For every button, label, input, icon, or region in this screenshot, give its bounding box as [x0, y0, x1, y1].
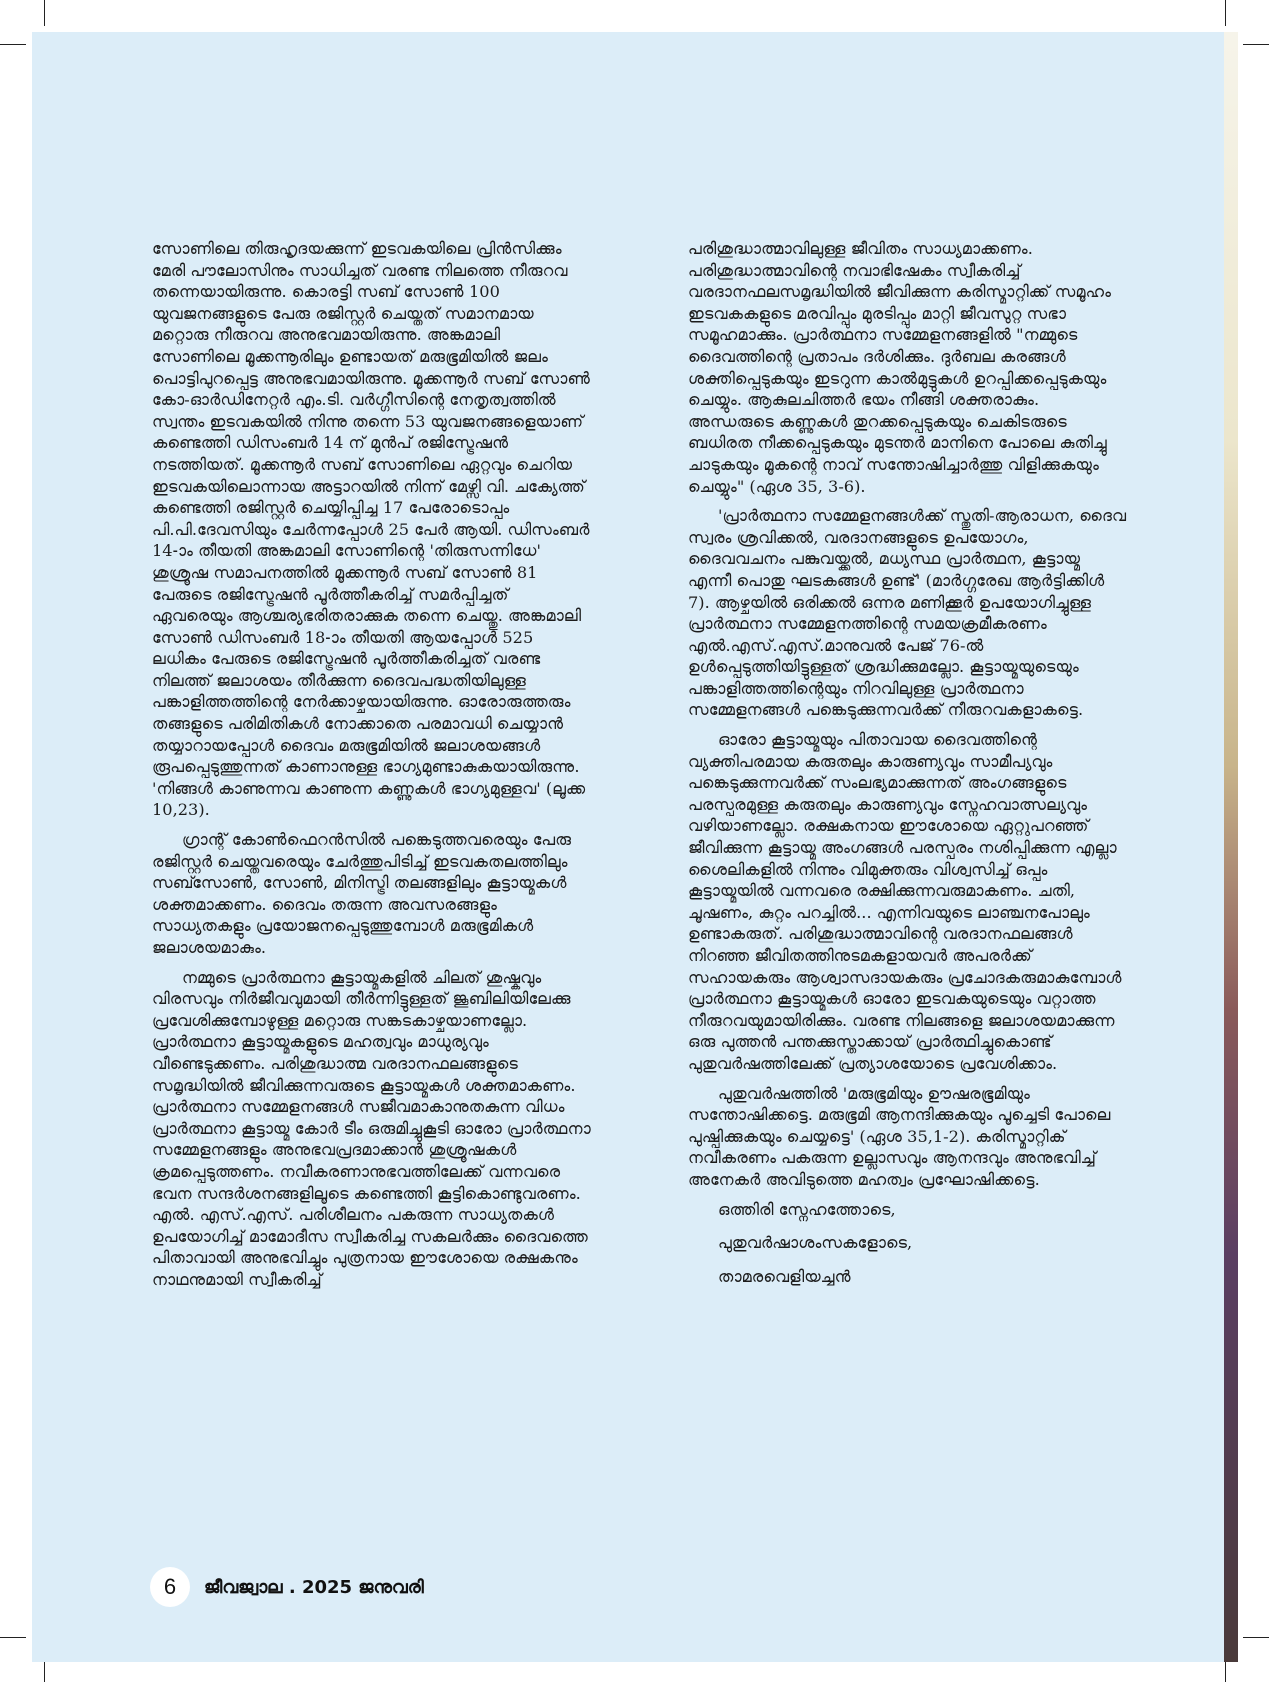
article-right-column — [688, 238, 1128, 1299]
author-signature: താമരവെളിയച്ചൻ — [718, 1266, 851, 1286]
page-footer — [150, 1567, 424, 1607]
page-number: 6 — [150, 1567, 190, 1607]
crop-mark — [1225, 0, 1226, 26]
paragraph: പരിശുദ്ധാത്മാവിലുള്ള ജീവിതം സാധ്യമാക്കണം. പരിശുദ്ധാത്മാവിന്റെ നവാഭിഷേകം സ്വീകരിച്ച് വരദാനഫലസമൃദ്ധിയിൽ ജീവിക്കുന്ന കരിസ്മാറ്റിക്ക് സമൂഹം ഇടവകകളുടെ മരവിപ്പും മുരടിപ്പും മാറ്റി ജീവസുറ്റ സഭാ സമൂഹമാക്കും. പ്രാർത്ഥനാ സമ്മേളനങ്ങളിൽ "നമ്മുടെ ദൈവത്തിന്റെ പ്രതാപം ദർശിക്കും. ദുർബല കരങ്ങൾ ശക്തിപ്പെടുകയും ഇടറുന്ന കാൽമുട്ടുകൾ ഉറപ്പിക്കപ്പെടുകയും ചെയ്യും. ആകുലചിത്തർ ഭയം നീങ്ങി ശക്തരാകും. അന്ധരുടെ കണ്ണുകൾ തുറക്കപ്പെടുകയും ചെകിടരുടെ ബധിരത നീക്കപ്പെടുകയും മുടന്തർ മാനിനെ പോലെ കുതിച്ചു ചാടുകയും മൂകന്റെ നാവ് സന്തോഷിച്ചാർത്തു വിളിക്കുകയും ചെയ്യും" (ഏശ 35, 3-6). — [688, 239, 1111, 496]
paragraph: 'പ്രാർത്ഥനാ സമ്മേളനങ്ങൾക്ക് സ്തുതി-ആരാധന, ദൈവ സ്വരം ശ്രവിക്കൽ, വരദാനങ്ങളുടെ ഉപയോഗം, ദൈവവചനം പങ്കുവയ്ക്കൽ, മധ്യസ്ഥ പ്രാർത്ഥന, കൂട്ടായ്മ എന്നീ പൊതു ഘടകങ്ങൾ ഉണ്ട്' (മാർഗ്ഗരേഖ ആർട്ടിക്കിൾ 7). ആഴ്ചയിൽ ഒരിക്കൽ ഒന്നര മണിക്കൂർ ഉപയോഗിച്ചുള്ള പ്രാർത്ഥനാ സമ്മേളനത്തിന്റെ സമയക്രമീകരണം എൽ.എസ്.എസ്.മാനുവൽ പേജ് 76-ൽ ഉൾപ്പെടുത്തിയിട്ടുള്ളത് ശ്രദ്ധിക്കുമല്ലോ. കൂട്ടായ്മയുടെയും പങ്കാളിത്തത്തിന്റെയും നിറവിലുള്ള പ്രാർത്ഥനാ സമ്മേളനങ്ങൾ പങ്കെടുക്കുന്നവർക്ക് നീരുറവകളാകട്ടെ. — [688, 506, 1127, 720]
crop-mark — [1243, 44, 1269, 45]
crop-mark — [1243, 1637, 1269, 1638]
paragraph: ഗ്രാന്റ് കോൺഫെറൻസിൽ പങ്കെടുത്തവരെയും പേരു രജിസ്റ്റർ ചെയ്തവരെയും ചേർത്തുപിടിച്ച് ഇടവകതലത്തിലും സബ്സോൺ, സോൺ, മിനിസ്ട്രി തലങ്ങളിലും കൂട്ടായ്മകൾ ശക്തമാക്കണം. ദൈവം തരുന്ന അവസരങ്ങളും സാധ്യതകളും പ്രയോജനപ്പെടുത്തുമ്പോൾ മരുഭൂമികൾ ജലാശയമാകും. — [152, 830, 572, 957]
crop-mark — [0, 1637, 26, 1638]
paragraph: ഓരോ കൂട്ടായ്മയും പിതാവായ ദൈവത്തിന്റെ വ്യക്തിപരമായ കരുതലും കാരുണ്യവും സാമീപ്യവും പങ്കെടുക്കുന്നവർക്ക് സംലഭ്യമാക്കുന്നത് അംഗങ്ങളുടെ പരസ്പരമുള്ള കരുതലും കാരുണ്യവും സ്നേഹവാത്സല്യവും വഴിയാണല്ലോ. രക്ഷകനായ ഈശോയെ ഏറ്റുപറഞ്ഞ് ജീവിക്കുന്ന കൂട്ടായ്മ അംഗങ്ങൾ പരസ്പരം നശിപ്പിക്കുന്ന എല്ലാ ശൈലികളിൽ നിന്നും വിമുക്തരും വിശ്വസിച്ച് ഒപ്പം കൂട്ടായ്മയിൽ വന്നവരെ രക്ഷിക്കുന്നവരുമാകണം. ചതി, ചൂഷണം, കുറ്റം പറച്ചിൽ... എന്നിവയുടെ ലാഞ്ചനപോലും ഉണ്ടാകരുത്. പരിശുദ്ധാത്മാവിന്റെ വരദാനഫലങ്ങൾ നിറഞ്ഞ ജീവിതത്തിനുടമകളായവർ അപരർക്ക് സഹായകരും ആശ്വാസദായകരും പ്രചോദകരുമാകുമ്പോൾ പ്രാർത്ഥനാ കൂട്ടായ്മകൾ ഓരോ ഇടവകയുടെയും വറ്റാത്ത നീരുറവയുമായിരിക്കും. വരണ്ട നിലങ്ങളെ ജലാശയമാക്കുന്ന ഒരു പുത്തൻ പന്തക്കുസ്താക്കായ് പ്രാർത്ഥിച്ചുകൊണ്ട് പുതുവർഷത്തിലേക്ക് പ്രത്യാശയോടെ പ്രവേശിക്കാം. — [688, 730, 1122, 1073]
signoff-line: പുതുവർഷാശംസകളോടെ, — [718, 1233, 913, 1253]
crop-mark — [44, 0, 45, 26]
crop-mark — [0, 44, 26, 45]
signoff-line: ഒത്തിരി സ്നേഹത്തോടെ, — [718, 1199, 896, 1219]
paragraph: സോണിലെ തിരുഹൃദയക്കുന്ന് ഇടവകയിലെ പ്രിൻസിക്കും മേരി പൗലോസിനും സാധിച്ചത് വരണ്ട നിലത്തെ നീരുറവ തന്നെയായിരുന്നു. കൊരട്ടി സബ് സോൺ 100 യുവജനങ്ങളുടെ പേരു രജിസ്റ്റർ ചെയ്തത് സമാനമായ മറ്റൊരു നീരുറവ അനുഭവമായിരുന്നു. അങ്കമാലി സോണിലെ മൂക്കന്നൂരിലും ഉണ്ടായത് മരുഭൂമിയിൽ ജലം പൊട്ടിപുറപ്പെട്ട അനുഭവമായിരുന്നു. മൂക്കന്നൂർ സബ് സോൺ കോ-ഓർഡിനേറ്റർ എം.ടി. വർഗ്ഗീസിന്റെ നേതൃത്വത്തിൽ സ്വന്തം ഇടവകയിൽ നിന്നു തന്നെ 53 യുവജനങ്ങളെയാണ് കണ്ടെത്തി ഡിസംബർ 14 ന് മുൻപ് രജിസ്ട്രേഷൻ നടത്തിയത്. മൂക്കന്നൂർ സബ് സോണിലെ ഏറ്റവും ചെറിയ ഇടവകയിലൊന്നായ അട്ടാറയിൽ നിന്ന് മേഴ്സി വി. ചക്യേത്ത് കണ്ടെത്തി രജിസ്റ്റർ ചെയ്യിപ്പിച്ച 17 പേരോടൊപ്പം പി.പി.ദേവസിയും ചേർന്നപ്പോൾ 25 പേർ ആയി. ഡിസംബർ 14-ാം തീയതി അങ്കമാലി സോണിന്റെ 'തിരുസന്നിധേ' ശുശ്രൂഷ സമാപനത്തിൽ മൂക്കന്നൂർ സബ് സോൺ 81 പേരുടെ രജിസ്ട്രേഷൻ പൂർത്തീകരിച്ച് സമർപ്പിച്ചത് ഏവരെയും ആശ്ചര്യഭരിതരാക്കുക തന്നെ ചെയ്തു. അങ്കമാലി സോൺ ഡിസംബർ 18-ാം തീയതി ആയപ്പോൾ 525 ലധികം പേരുടെ രജിസ്ട്രേഷൻ പൂർത്തീകരിച്ചത് വരണ്ട നിലത്ത് ജലാശയം തീർക്കുന്ന ദൈവപദ്ധതിയിലുള്ള പങ്കാളിത്തത്തിന്റെ നേർക്കാഴ്ചയായിരുന്നു. ഓരോരുത്തരും തങ്ങളുടെ പരിമിതികൾ നോക്കാതെ പരമാവധി ചെയ്യാൻ തയ്യാറായപ്പോൾ ദൈവം മരുഭൂമിയിൽ ജലാശയങ്ങൾ രൂപപ്പെടുത്തുന്നത് കാണാനുള്ള ഭാഗ്യമുണ്ടാകുകയായിരുന്നു. 'നിങ്ങൾ കാണുന്നവ കാണുന്ന കണ്ണുകൾ ഭാഗ്യമുള്ളവ' (ലൂക്ക 10,23). — [152, 239, 591, 820]
edge-photo-strip — [1224, 32, 1238, 1662]
paragraph: നമ്മുടെ പ്രാർത്ഥനാ കൂട്ടായ്മകളിൽ ചിലത് ശുഷ്കവും വിരസവും നിർജീവവുമായി തീർന്നിട്ടുള്ളത് ജൂബിലിയിലേക്കു പ്രവേശിക്കുമ്പോഴുള്ള മറ്റൊരു സങ്കടകാഴ്ചയാണല്ലോ. പ്രാർത്ഥനാ കൂട്ടായ്മകളുടെ മഹത്വവും മാധുര്യവും വീണ്ടെടുക്കണം. പരിശുദ്ധാത്മ വരദാനഫലങ്ങളുടെ സമൃദ്ധിയിൽ ജീവിക്കുന്നവരുടെ കൂട്ടായ്മകൾ ശക്തമാകണം. പ്രാർത്ഥനാ സമ്മേളനങ്ങൾ സജീവമാകാനുതകുന്ന വിധം പ്രാർത്ഥനാ കൂട്ടായ്മ കോർ ടീം ഒരുമിച്ചുകൂടി ഓരോ പ്രാർത്ഥനാ സമ്മേളനങ്ങളും അനുഭവപ്രദമാക്കാൻ ശുശ്രൂഷകൾ ക്രമപ്പെടുത്തണം. നവീകരണാനുഭവത്തിലേക്ക് വന്നവരെ ഭവന സന്ദർശനങ്ങളിലൂടെ കണ്ടെത്തി കൂട്ടികൊണ്ടുവരണം. എൽ. എസ്.എസ്. പരിശീലനം പകരുന്ന സാധ്യതകൾ ഉപയോഗിച്ച് മാമോദീസ സ്വീകരിച്ച സകലർക്കും ദൈവത്തെ പിതാവായി അനുഭവിച്ചും പുത്രനായ ഈശോയെ രക്ഷകനും നാഥനുമായി സ്വീകരിച്ച് — [152, 967, 591, 1289]
paragraph: പുതുവർഷത്തിൽ 'മരുഭൂമിയും ഊഷരഭൂമിയും സന്തോഷിക്കട്ടെ. മരുഭൂമി ആനന്ദിക്കുകയും പൂച്ചെടി പോലെ പുഷ്പിക്കുകയും ചെയ്യട്ടെ' (ഏശ 35,1-2). കരിസ്മാറ്റിക് നവീകരണം പകരുന്ന ഉല്ലാസവും ആനന്ദവും അനുഭവിച്ച് അനേകർ അവിടുത്തെ മഹത്വം പ്രഘോഷിക്കട്ടെ. — [688, 1083, 1111, 1189]
magazine-name-date: ജീവജ്വാല . 2025 ജനുവരി — [204, 1576, 424, 1598]
article-left-column — [152, 238, 592, 1299]
